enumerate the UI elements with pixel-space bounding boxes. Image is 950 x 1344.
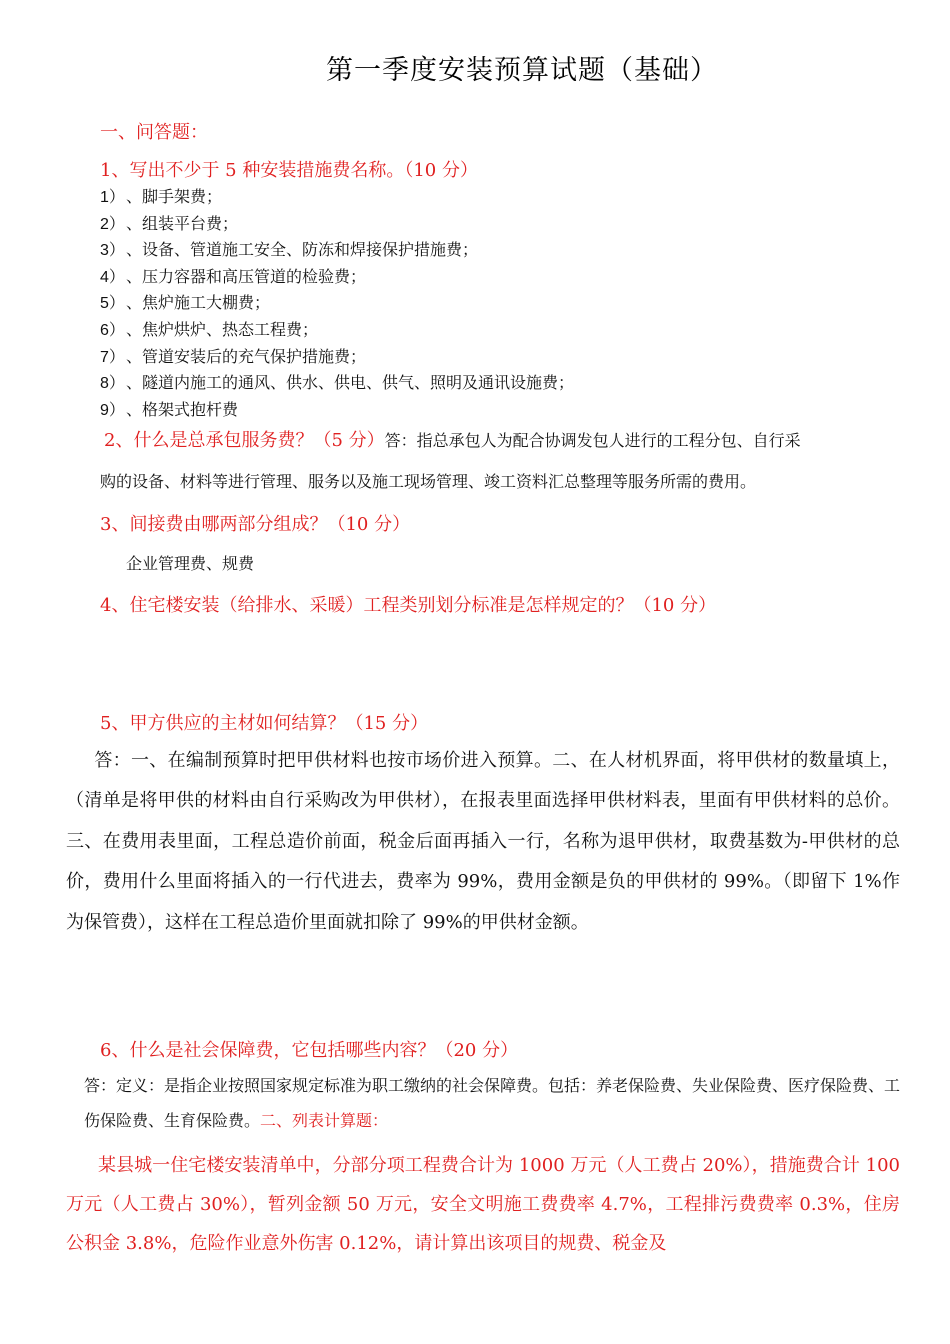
question-2-text: 2、什么是总承包服务费？（5 分） bbox=[104, 430, 385, 451]
list-item: 6）、焦炉烘炉、热态工程费； bbox=[100, 319, 319, 339]
list-item: 2）、组装平台费； bbox=[100, 213, 239, 233]
section-heading-qa: 一、问答题： bbox=[100, 122, 208, 143]
list-item: 5）、焦炉施工大棚费； bbox=[100, 293, 271, 313]
answer-2-line-2: 购的设备、材料等进行管理、服务以及施工现场管理、竣工资料汇总整理等服务所需的费用。 bbox=[100, 472, 757, 491]
answer-3: 企业管理费、规费 bbox=[126, 554, 255, 573]
list-item: 7）、管道安装后的充气保护措施费； bbox=[100, 346, 367, 366]
answer-6-text: 答：定义：是指企业按照国家规定标准为职工缴纳的社会保障费。包括：养老保险费、失业保险费、医疗保险费、工伤保险费、生育保险费。 bbox=[84, 1076, 901, 1130]
list-item: 3）、设备、管道施工安全、防冻和焊接保护措施费； bbox=[100, 240, 479, 260]
list-item: 1）、脚手架费； bbox=[100, 187, 223, 206]
section-heading-calc: 二、列表计算题： bbox=[260, 1111, 389, 1130]
list-item: 4）、压力容器和高压管道的检验费； bbox=[100, 266, 367, 286]
question-5: 5、甲方供应的主材如何结算？（15 分） bbox=[100, 713, 429, 734]
question-2 bbox=[104, 426, 801, 452]
question-1 bbox=[100, 156, 478, 182]
question-4: 4、住宅楼安装（给排水、采暖）工程类别划分标准是怎样规定的？（10 分） bbox=[100, 595, 717, 616]
list-item: 8）、隧道内施工的通风、供水、供电、供气、照明及通讯设施费； bbox=[100, 373, 575, 393]
answer-5-text: 答：一、在编制预算时把甲供材料也按市场价进入预算。二、在人材机界面，将甲供材的数量填上，（清单是将甲供的材料由自行采购改为甲供材），在报表里面选择甲供材料表，里面有甲供材料的总价。三、在费用表里面，工程总造价前面，税金后面再插入一行，名称为退甲供材，取费基数为-甲供材的总价，费用什么里面将插入的一行代进去，费率为 99%，费用金额是负的甲供材的 99%。（即留下 1%作为保管费），这样在工程总造价里面就扣除了 99%的甲供材金额。 bbox=[66, 750, 900, 933]
question-3: 3、间接费由哪两部分组成？（10 分） bbox=[100, 514, 411, 535]
list-item: 9）、格架式抱杆费 bbox=[100, 399, 239, 419]
answer-6 bbox=[84, 1068, 904, 1138]
answer-1-list bbox=[100, 184, 574, 423]
calc-problem bbox=[66, 1146, 900, 1263]
answer-5 bbox=[66, 741, 900, 943]
page-title: 第一季度安装预算试题（基础） bbox=[326, 55, 718, 86]
question-6: 6、什么是社会保障费，它包括哪些内容？（20 分） bbox=[100, 1040, 519, 1061]
question-1-text: 1、写出不少于 5 种安装措施费名称。（10 分） bbox=[100, 160, 478, 181]
calc-problem-text: 某县城一住宅楼安装清单中，分部分项工程费合计为 1000 万元（人工费占 20%），措施费合计 100 万元（人工费占 30%），暂列金额 50 万元，安全文明施工费费率 4.7%，工程排污费费率 0.3%，住房公积金 3.8%，危险作业意外伤害 0.12%，请计算出该项目的规费、税金及 bbox=[66, 1155, 900, 1254]
answer-2-line-1: 答：指总承包人为配合协调发包人进行的工程分包、自行采 bbox=[384, 431, 801, 450]
